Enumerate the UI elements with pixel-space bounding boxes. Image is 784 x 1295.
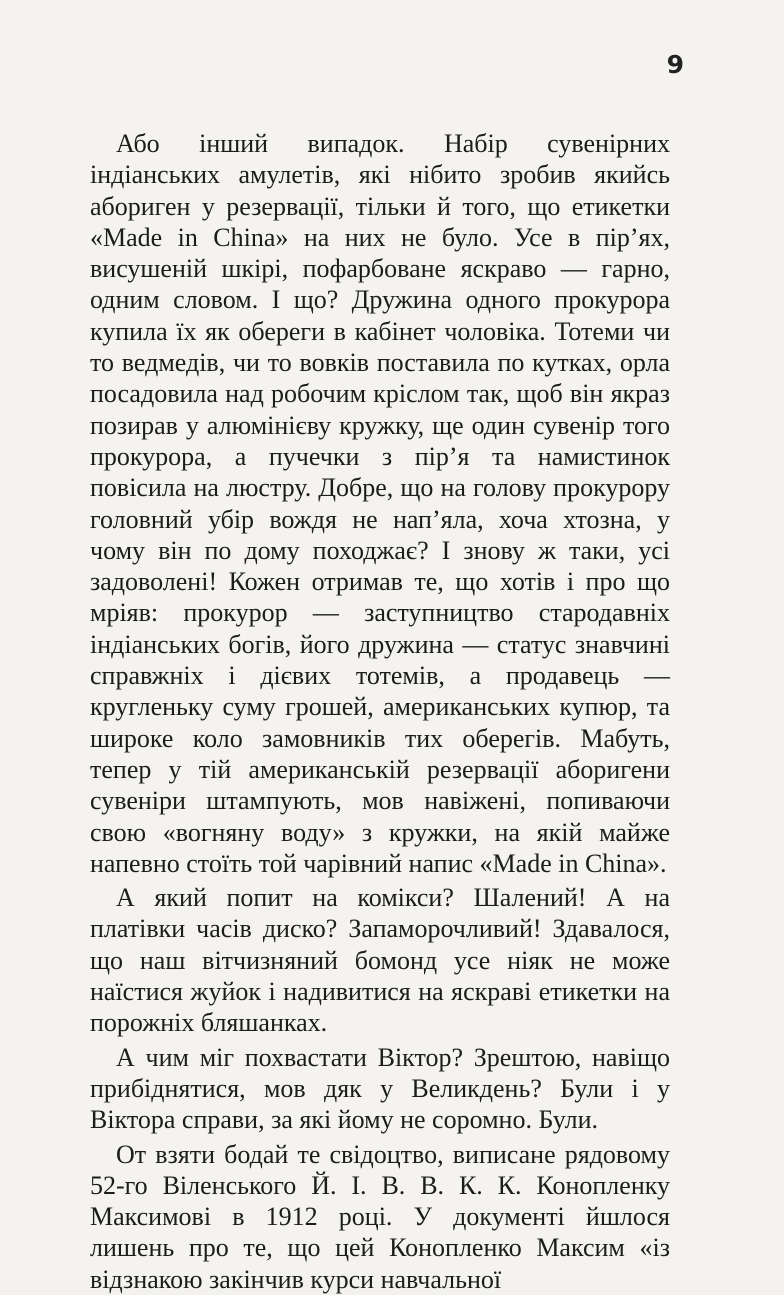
page-number: 9: [666, 50, 684, 79]
paragraph: От взяти бодай те свідоцтво, виписане рядовому 52-го Віленського Й. І. В. В. К. К. Конопленку Максимові в 1912 році. У документі йшлося лишень про те, що цей Конопленко Максим «із відзнакою закінчив курси навчальної: [90, 1139, 670, 1294]
paragraph: А який попит на комікси? Шалений! А на платівки часів диско? Запаморочливий! Здавалося, що наш вітчизняний бомонд усе ніяк не може наїстися жуйок і надивитися на яскраві етикетки на порожніх бляшанках.: [90, 883, 670, 1038]
paragraph: Або інший випадок. Набір сувенірних індіанських амулетів, які нібито зробив якийсь абориген у резервації, тільки й того, що етикетки «Made in China» на них не було. Усе в пір’ях, висушеній шкірі, пофарбоване яскраво — гарно, одним словом. І що? Дружина одного прокурора купила їх як обереги в кабінет чоловіка. Тотеми чи то ведмедів, чи то вовків поставила по кутках, орла посадовила над робочим кріслом так, щоб він якраз позирав у алюмінієву кружку, ще один сувенір того прокурора, а пучечки з пір’я та намистинок повісила на люстру. Добре, що на голову прокурору головний убір вождя не нап’яла, хоча хтозна, у чому він по дому походжає? І знову ж таки, усі задоволені! Кожен отримав те, що хотів і про що мріяв: прокурор — заступництво стародавніх індіанських богів, його дружина — статус знавчині справжніх і дієвих тотемів, а продавець — кругленьку суму грошей, американських купюр, та широке коло замовників тих оберегів. Мабуть, тепер у тій американській резервації аборигени сувеніри штампують, мов навіжені, попиваючи свою «вогняну воду» з кружки, на якій майже напевно стоїть той чарівний напис «Made in China».: [90, 129, 670, 878]
paragraph: А чим міг похвастати Віктор? Зрештою, навіщо прибіднятися, мов дяк у Великдень? Були і у Віктора справи, за які йому не соромно. Були.: [90, 1042, 670, 1135]
body-text: [90, 128, 670, 1295]
